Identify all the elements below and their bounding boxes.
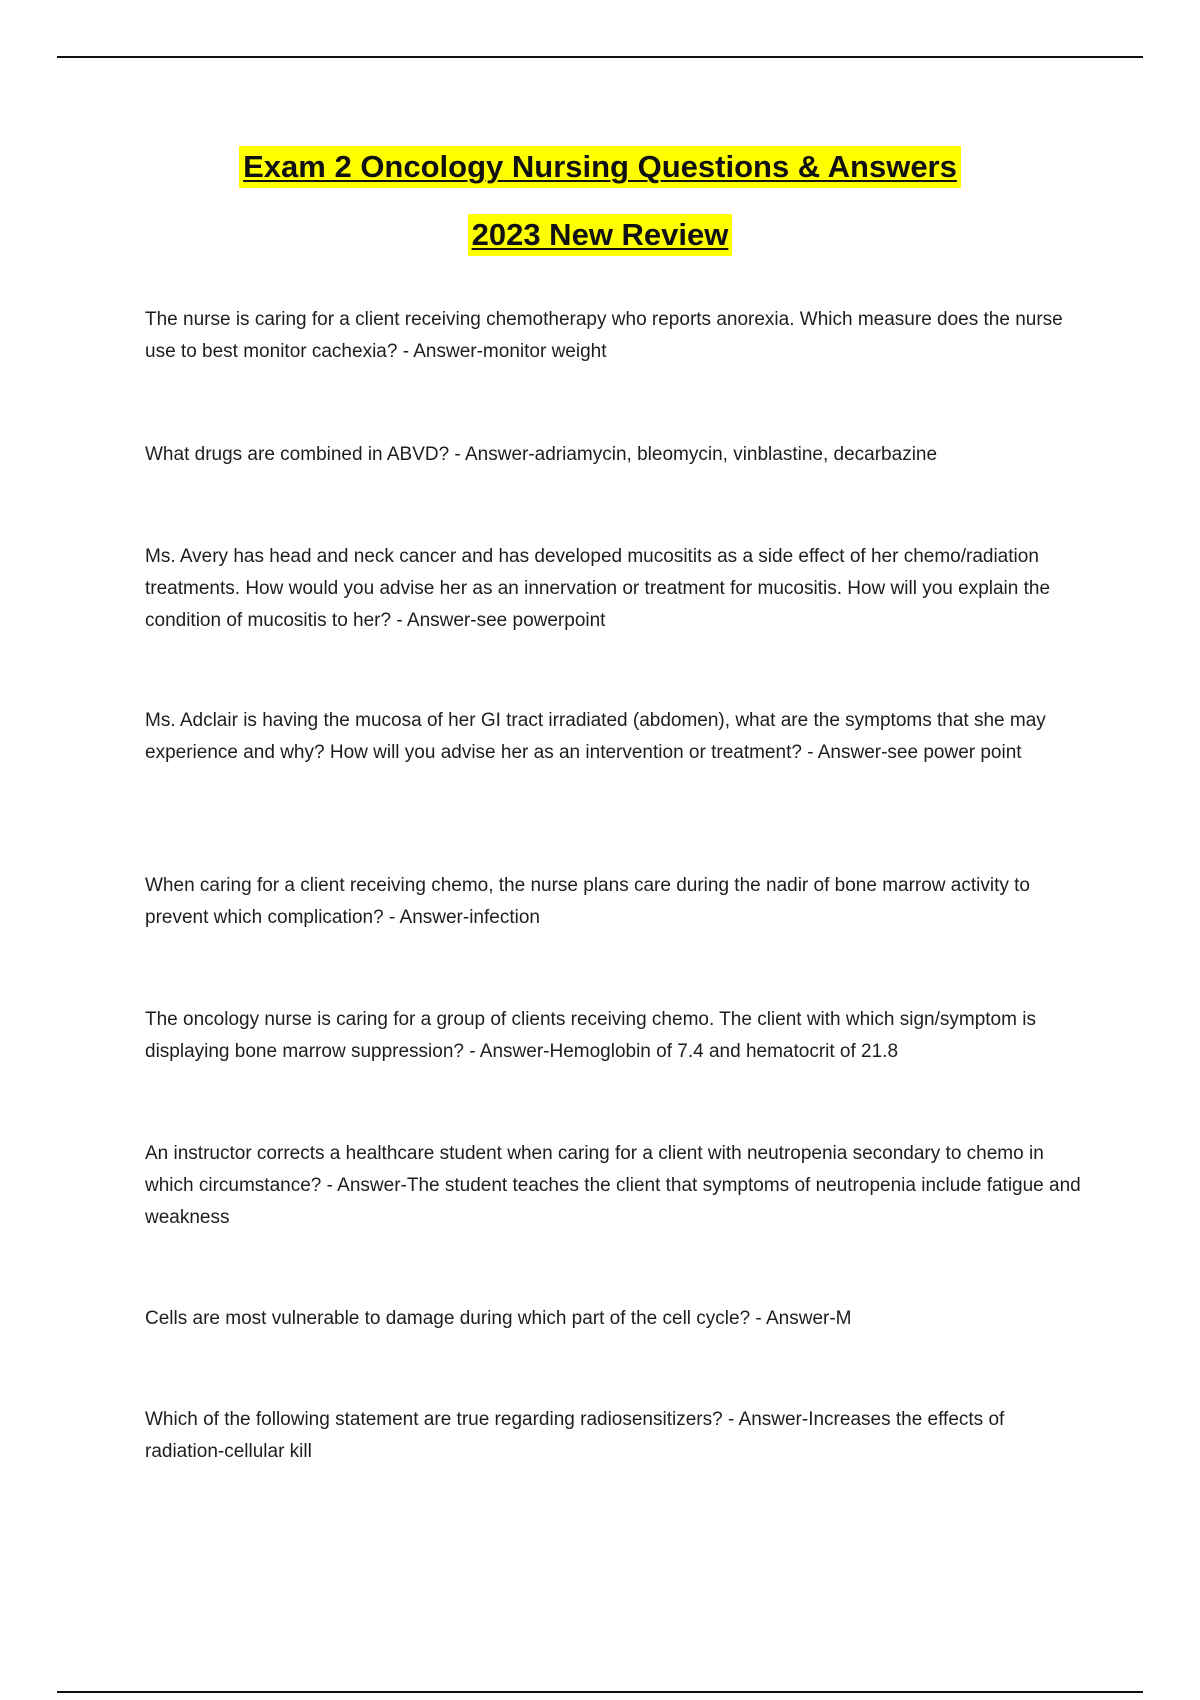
document-subtitle: 2023 New Review <box>468 214 733 256</box>
document-title: Exam 2 Oncology Nursing Questions & Answers <box>239 146 961 188</box>
qa-item: An instructor corrects a healthcare student when caring for a client with neutropenia secondary to chemo in which circumstance? - Answer-The student teaches the client that symptoms of neutropenia include fatigue and weakness <box>145 1143 1081 1228</box>
top-rule <box>57 56 1143 58</box>
qa-item: The nurse is caring for a client receiving chemotherapy who reports anorexia. Which measure does the nurse use to best monitor cachexia? - Answer-monitor weight <box>145 309 1063 362</box>
qa-item: What drugs are combined in ABVD? - Answer-adriamycin, bleomycin, vinblastine, decarbazine <box>145 444 938 465</box>
qa-item: Cells are most vulnerable to damage during which part of the cell cycle? - Answer-M <box>145 1308 852 1329</box>
bottom-rule <box>57 1691 1143 1693</box>
qa-item: The oncology nurse is caring for a group of clients receiving chemo. The client with which sign/symptom is displaying bone marrow suppression? - Answer-Hemoglobin of 7.4 and hematocrit of 21.8 <box>145 1009 1036 1062</box>
title-block <box>0 146 1200 256</box>
qa-item: Ms. Adclair is having the mucosa of her GI tract irradiated (abdomen), what are the symptoms that she may experience and why? How will you advise her as an intervention or treatment? - Answer-see power point <box>145 710 1046 763</box>
qa-item: Ms. Avery has head and neck cancer and has developed mucositits as a side effect of her chemo/radiation treatments. How would you advise her as an innervation or treatment for mucositis. How will you explain the condition of mucositis to her? - Answer-see powerpoint <box>145 546 1051 631</box>
qa-item: Which of the following statement are true regarding radiosensitizers? - Answer-Increases the effects of radiation-cellular kill <box>145 1409 1005 1462</box>
qa-item: When caring for a client receiving chemo, the nurse plans care during the nadir of bone marrow activity to prevent which complication? - Answer-infection <box>145 875 1031 928</box>
